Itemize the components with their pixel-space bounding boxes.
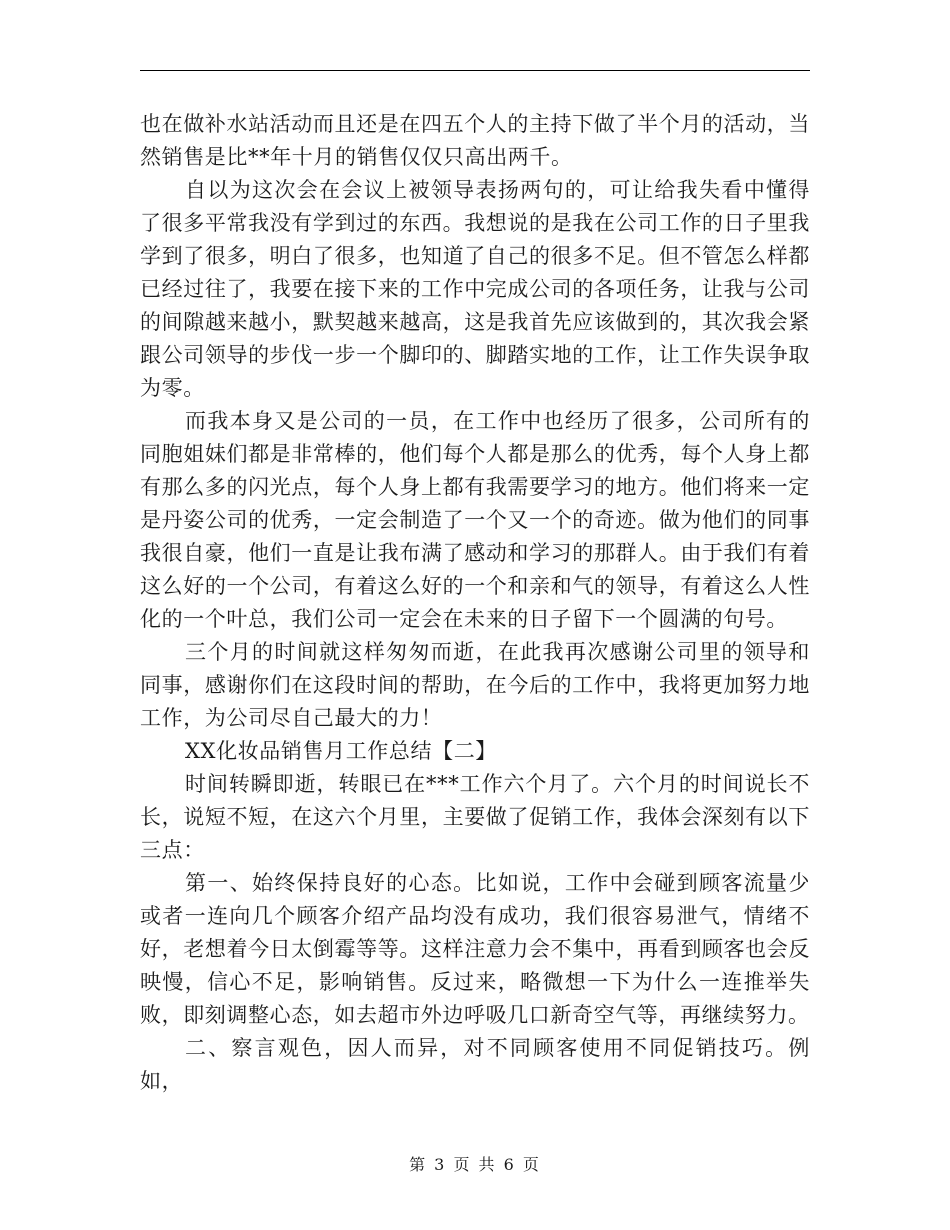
paragraph-5: 时间转瞬即逝，转眼已在***工作六个月了。六个月的时间说长不长，说短不短，在这六个月里，主要做了促销工作，我体会深刻有以下三点： bbox=[140, 772, 810, 862]
section-heading: XX化妆品销售月工作总结【二】 bbox=[185, 739, 497, 763]
paragraph-6: 第一、始终保持良好的心态。比如说，工作中会碰到顾客流量少或者一连向几个顾客介绍产品均没有成功，我们很容易泄气，情绪不好，老想着今日太倒霉等等。这样注意力会不集中，再看到顾客也会反映慢，信心不足，影响销售。反过来，略微想一下为什么一连推举失败，即刻调整心态，如去超市外边呼吸几口新奇空气等，再继续努力。 bbox=[140, 871, 810, 1027]
document-body bbox=[140, 108, 810, 1098]
header-rule bbox=[140, 70, 810, 71]
paragraph-1: 也在做补水站活动而且还是在四五个人的主持下做了半个月的活动，当然销售是比**年十月的销售仅仅只高出两千。 bbox=[140, 112, 810, 169]
paragraph-2: 自以为这次会在会议上被领导表扬两句的，可让给我失看中懂得了很多平常我没有学到过的东西。我想说的是我在公司工作的日子里我学到了很多，明白了很多，也知道了自己的很多不足。但不管怎么样都已经过往了，我要在接下来的工作中完成公司的各项任务，让我与公司的间隙越来越小，默契越来越高，这是我首先应该做到的，其次我会紧跟公司领导的步伐一步一个脚印的、脚踏实地的工作，让工作失误争取为零。 bbox=[140, 178, 810, 400]
paragraph-4: 三个月的时间就这样匆匆而逝，在此我再次感谢公司里的领导和同事，感谢你们在这段时间的帮助，在今后的工作中，我将更加努力地工作，为公司尽自己最大的力！ bbox=[140, 640, 810, 730]
paragraph-7: 二、察言观色，因人而异，对不同顾客使用不同促销技巧。例如， bbox=[140, 1036, 810, 1093]
page-number: 第 3 页 共 6 页 bbox=[409, 1155, 541, 1174]
paragraph-3: 而我本身又是公司的一员，在工作中也经历了很多，公司所有的同胞姐妹们都是非常棒的，他们每个人都是那么的优秀，每个人身上都有那么多的闪光点，每个人身上都有我需要学习的地方。他们将来一定是丹姿公司的优秀，一定会制造了一个又一个的奇迹。做为他们的同事我很自豪，他们一直是让我布满了感动和学习的那群人。由于我们有着这么好的一个公司，有着这么好的一个和亲和气的领导，有着这么人性化的一个叶总，我们公司一定会在未来的日子留下一个圆满的句号。 bbox=[140, 409, 810, 631]
